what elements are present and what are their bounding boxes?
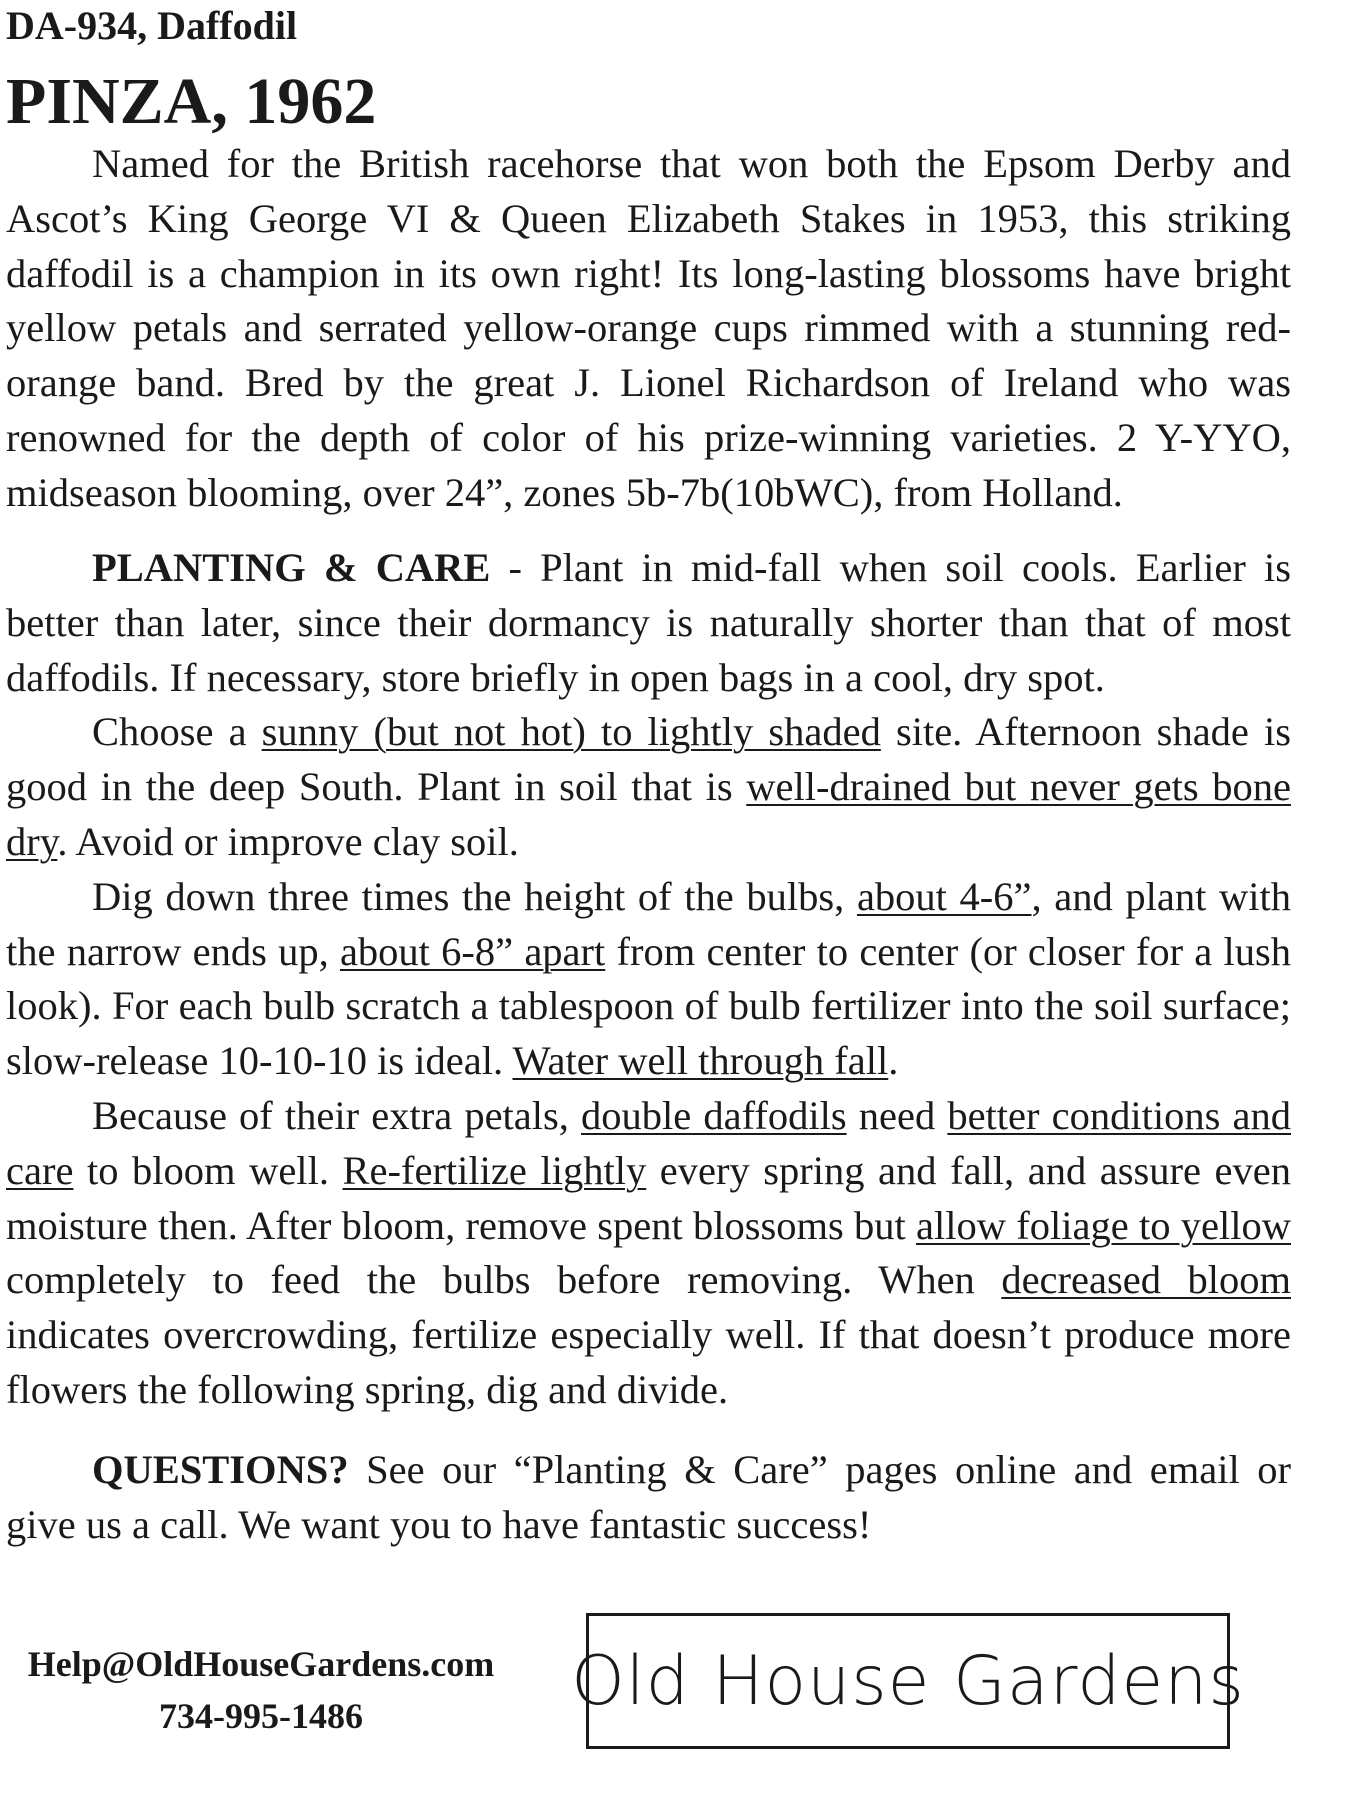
emphasis-conditions: better conditions and care (6, 1092, 1291, 1193)
emphasis-spacing: about 6-8” apart (339, 928, 606, 974)
care-heading: PLANTING & CARE (92, 545, 491, 590)
questions-heading: QUESTIONS? (92, 1447, 349, 1492)
emphasis-sun: sunny (but not hot) to lightly shaded (261, 709, 881, 755)
emphasis-doubles: double daffodils (581, 1092, 847, 1138)
care-paragraph-4: Because of their extra petals, double daffodils need better conditions and care to bloom well. Re-fertilize lightly every spring and fall, and assure even moisture then. After bloom, remove spent blossoms but allow foliage to yellow completely to feed the bulbs before removing. When decreased bloom indicates overcrowding, fertilize especially well. If that doesn’t produce more flowers the following spring, dig and divide. (6, 1092, 1291, 1412)
product-code: DA-934, Daffodil (6, 3, 298, 48)
description-section (6, 137, 1291, 521)
contact-block (6, 1638, 516, 1742)
care-paragraph-3: Dig down three times the height of the bulbs, about 4-6”, and plant with the narrow ends up, about 6-8” apart from center to center (or closer for a lush look). For each bulb scratch a tablespoon of bulb fertilizer into the soil surface; slow-release 10-10-10 is ideal. Water well through fall. (6, 873, 1291, 1084)
emphasis-water: Water well through fall (512, 1038, 889, 1084)
contact-email[interactable]: Help@OldHouseGardens.com (27, 1644, 495, 1684)
brand-logo-text: Old House Gardens (571, 1641, 1245, 1721)
description-paragraph: Named for the British racehorse that won both the Epsom Derby and Ascot’s King George VI & Queen Elizabeth Stakes in 1953, this striking daffodil is a champion in its own right! Its long-lasting blossoms have bright yellow petals and serrated yellow-orange cups rimmed with a stunning red-orange band. Bred by the great J. Lionel Richardson of Ireland who was renowned for the depth of color of his prize-winning varieties. 2 Y-YYO, midseason blooming, over 24”, zones 5b-7b(10bWC), from Holland. (6, 141, 1291, 515)
page-title: PINZA, 1962 (6, 65, 377, 138)
emphasis-fertilize: Re-fertilize lightly (342, 1147, 647, 1193)
brand-logo (571, 1613, 1245, 1749)
emphasis-soil: well-drained but never gets bone dry (6, 764, 1291, 864)
planting-care-section (6, 541, 1291, 1418)
emphasis-depth: about 4-6” (856, 873, 1032, 919)
contact-phone[interactable]: 734-995-1486 (159, 1696, 363, 1736)
care-paragraph-2: Choose a sunny (but not hot) to lightly shaded site. Afternoon shade is good in the deep South. Plant in soil that is well-drained but never gets bone dry. Avoid or improve clay soil. (6, 709, 1291, 864)
emphasis-foliage: allow foliage to yellow (916, 1202, 1291, 1248)
emphasis-bloom: decreased bloom (1001, 1257, 1291, 1303)
questions-paragraph: QUESTIONS? See our “Planting & Care” pages online and email or give us a call. We want you to have fantastic success! (6, 1447, 1291, 1547)
questions-section (6, 1443, 1291, 1553)
care-paragraph-1: PLANTING & CARE - Plant in mid-fall when soil cools. Earlier is better than later, since their dormancy is naturally shorter than that of most daffodils. If necessary, store briefly in open bags in a cool, dry spot. (6, 545, 1291, 700)
